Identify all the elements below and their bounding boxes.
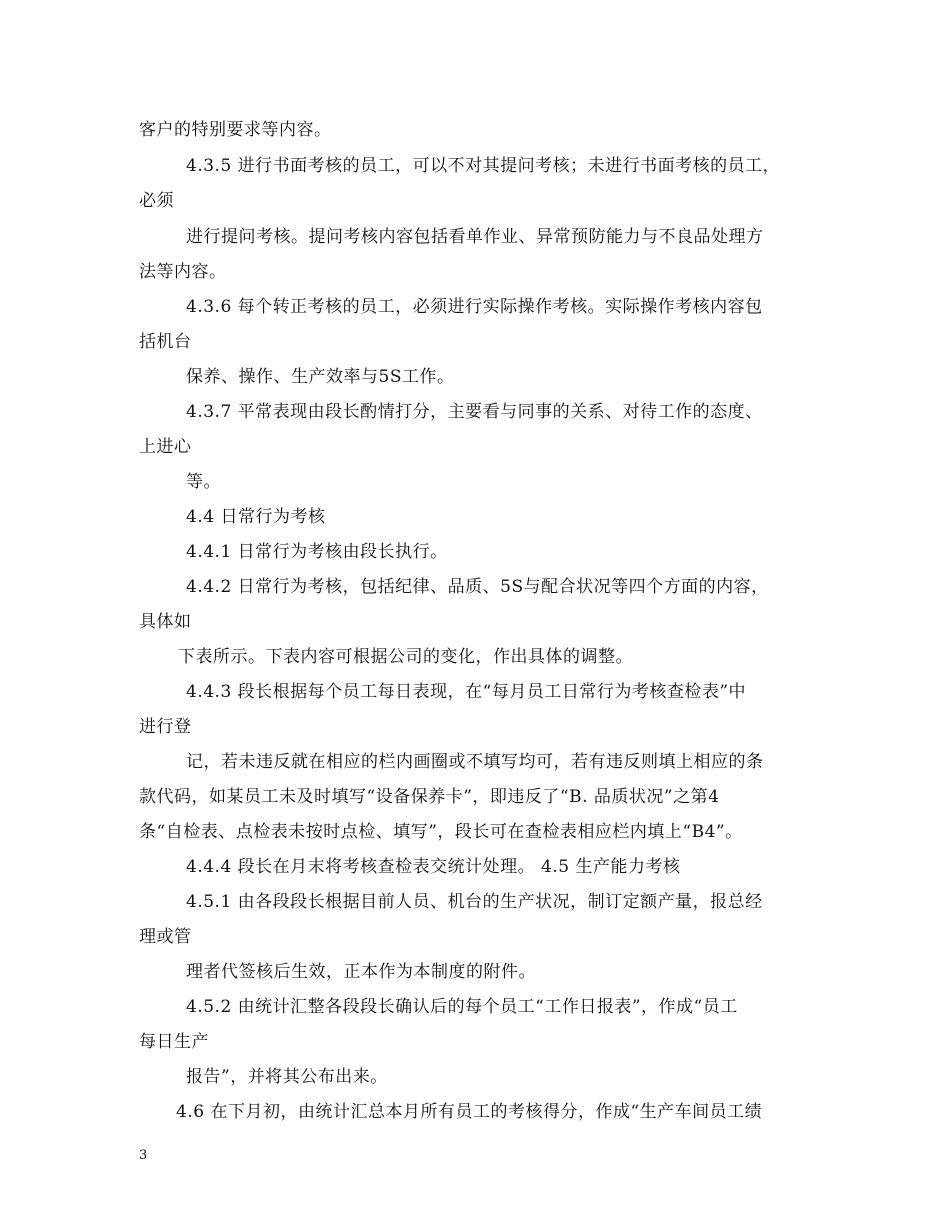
text-line: 4.3.6 每个转正考核的员工，必须进行实际操作考核。实际操作考核内容包 [186,297,763,317]
text-line: 进行登 [139,717,192,737]
text-line: 进行提问考核。提问考核内容包括看单作业、异常预防能力与不良品处理方 [186,227,764,247]
text-line: 4.5.2 由统计汇整各段段长确认后的每个员工“工作日报表”，作成“员工 [186,997,738,1017]
text-line: 具体如 [139,612,192,632]
text-line: 等。 [186,472,221,492]
text-line: 理者代签核后生效，正本作为本制度的附件。 [186,962,536,982]
text-line: 条“自检表、点检表未按时点检、填写”，段长可在查检表相应栏内填上“B4”。 [139,822,743,842]
section-heading: 4.4 日常行为考核 [186,507,326,527]
text-line: 客户的特别要求等内容。 [139,120,332,140]
text-line: 4.4.3 段长根据每个员工每日表现，在“每月员工日常行为考核查检表”中 [186,682,747,702]
text-line: 上进心 [139,437,192,457]
text-line: 下表所示。下表内容可根据公司的变化，作出具体的调整。 [178,647,633,667]
text-line: 记，若未违反就在相应的栏内画圈或不填写均可，若有违反则填上相应的条 [186,752,764,772]
text-line: 款代码，如某员工未及时填写“设备保养卡”，即违反了“B. 品质状况”之第4 [139,787,720,807]
page-number: 3 [139,1148,148,1163]
text-line: 4.4.1 日常行为考核由段长执行。 [186,542,448,562]
text-line: 4.6 在下月初，由统计汇总本月所有员工的考核得分，作成“生产车间员工绩 [176,1102,763,1122]
text-line: 4.3.5 进行书面考核的员工，可以不对其提问考核；未进行书面考核的员工， [186,156,781,176]
text-line: 4.4.4 段长在月末将考核查检表交统计处理。 4.5 生产能力考核 [186,857,681,877]
text-line: 理或管 [139,927,192,947]
text-line: 4.4.2 日常行为考核，包括纪律、品质、5S与配合状况等四个方面的内容， [186,577,769,597]
text-line: 每日生产 [139,1032,209,1052]
text-line: 必须 [139,191,174,211]
text-line: 4.5.1 由各段段长根据目前人员、机台的生产状况，制订定额产量，报总经 [186,892,763,912]
text-line: 4.3.7 平常表现由段长酌情打分，主要看与同事的关系、对待工作的态度、 [186,402,763,422]
text-line: 报告”，并将其公布出来。 [186,1067,388,1087]
text-line: 法等内容。 [139,262,227,282]
text-line: 保养、操作、生产效率与5S工作。 [186,367,455,387]
text-line: 括机台 [139,332,192,352]
